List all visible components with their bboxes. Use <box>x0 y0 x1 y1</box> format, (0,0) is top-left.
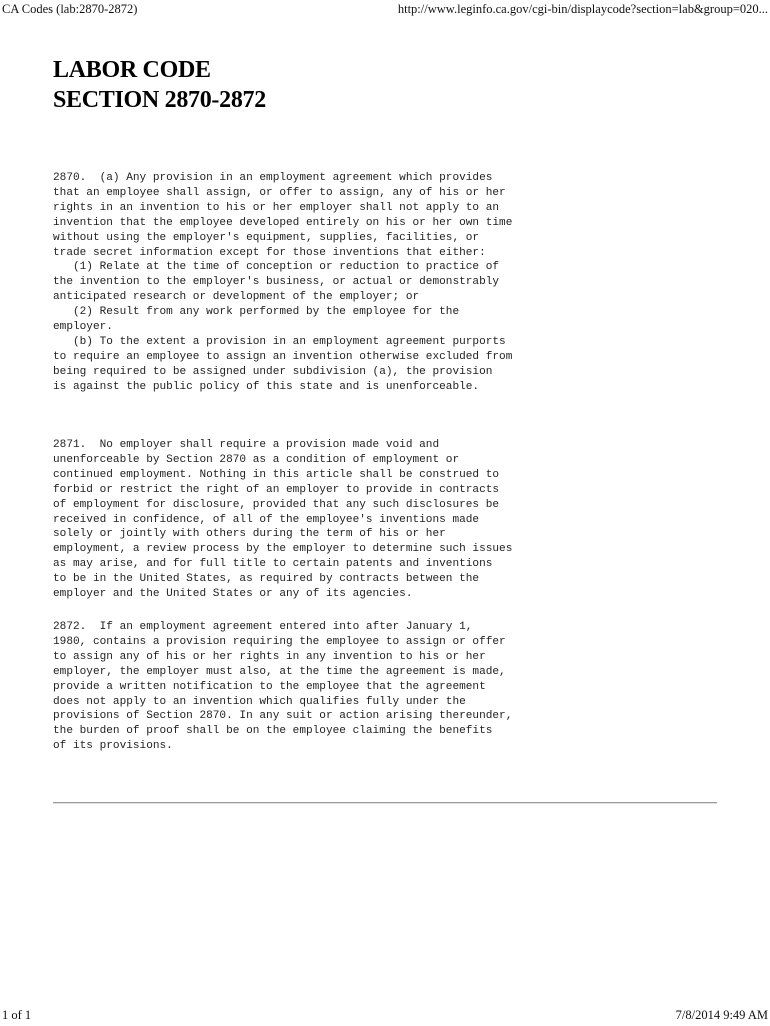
document-title <box>53 55 266 115</box>
document-title-line-1: LABOR CODE <box>53 57 211 83</box>
document-title-line-2: SECTION 2870-2872 <box>53 87 266 113</box>
print-header-title: CA Codes (lab:2870-2872) <box>2 2 138 16</box>
horizontal-rule <box>53 802 717 804</box>
section-2871-text: 2871. No employer shall require a provision made void and unenforceable by Section 2870 as a condition of employment or continued employment. Nothing in this article shall be construed to forbid or restrict the right of an employer to provide in contracts of employment for disclosure, provided that any such disclosures be received in confidence, of all of the employee's inventions made solely or jointly with others during the term of his or her employment, a review process by the employer to determine such issues as may arise, and for full title to certain patents and inventions to be in the United States, as required by contracts between the employer and the United States or any of its agencies. <box>53 439 513 601</box>
section-2870-text: 2870. (a) Any provision in an employment agreement which provides that an employee shall assign, or offer to assign, any of his or her rights in an invention to his or her employer shall not apply to an invention that the employee developed entirely on his or her own time without using the employer's equipment, supplies, facilities, or trade secret information except for those inventions that either: (1) Relate at the time of conception or reduction to practice of the invention to the employer's business, or actual or demonstrably anticipated research or development of the employer; or (2) Result from any work performed by the employee for the employer. (b) To the extent a provision in an employment agreement purports to require an employee to assign an invention otherwise excluded from being required to be assigned under subdivision (a), the provision is against the public policy of this state and is unenforceable. <box>53 172 513 393</box>
print-timestamp: 7/8/2014 9:49 AM <box>675 1008 768 1022</box>
page-number: 1 of 1 <box>2 1008 32 1022</box>
print-header-url: http://www.leginfo.ca.gov/cgi-bin/displaycode?section=lab&group=020... <box>397 2 768 16</box>
print-header <box>0 2 770 20</box>
section-2872-text: 2872. If an employment agreement entered into after January 1, 1980, contains a provision requiring the employee to assign or offer to assign any of his or her rights in any invention to his or her employer, the employer must also, at the time the agreement is made, provide a written notification to the employee that the agreement does not apply to an invention which qualifies fully under the provisions of Section 2870. In any suit or action arising thereunder, the burden of proof shall be on the employee claiming the benefits of its provisions. <box>53 621 513 753</box>
print-footer <box>0 1008 770 1026</box>
